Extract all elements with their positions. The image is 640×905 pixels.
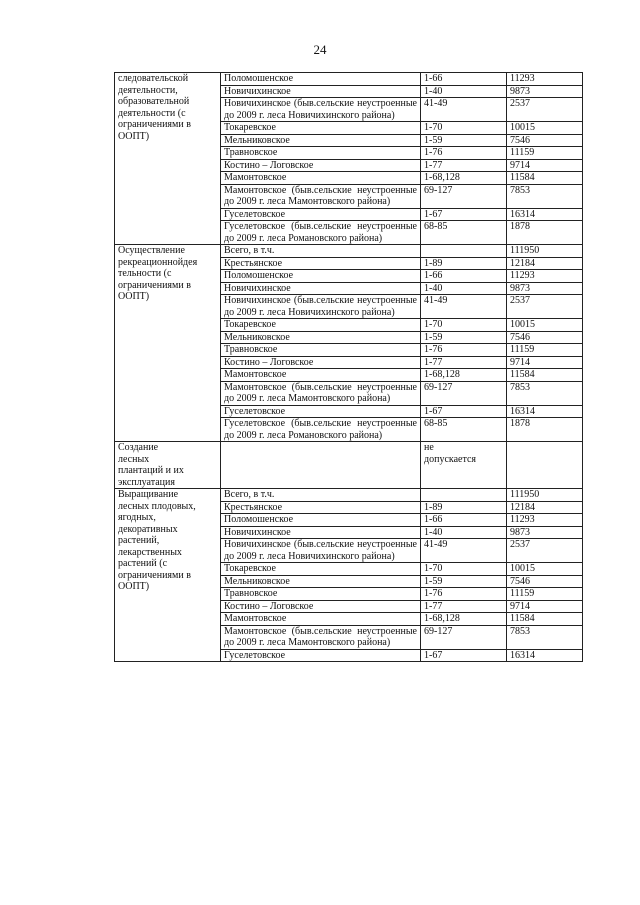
area-cell: 9714 — [507, 356, 583, 369]
area-cell: 1878 — [507, 221, 583, 245]
area-cell: 7546 — [507, 134, 583, 147]
area-cell: 111950 — [507, 489, 583, 502]
quarters-cell: 68-85 — [421, 418, 507, 442]
table-row — [115, 489, 583, 502]
forestry-cell: Мамонтовское — [221, 613, 421, 626]
quarters-cell: не допускается — [421, 442, 507, 489]
area-cell: 2537 — [507, 539, 583, 563]
forestry-cell: Поломошенское — [221, 270, 421, 283]
forestry-cell: Новичихинское (быв.сельские неустроенные до 2009 г. леса Новичихинского района) — [221, 98, 421, 122]
quarters-cell: 41-49 — [421, 539, 507, 563]
area-cell: 7546 — [507, 575, 583, 588]
forestry-cell: Мамонтовское (быв.сельские неустроенные до 2009 г. леса Мамонтовского района) — [221, 625, 421, 649]
quarters-cell: 1-66 — [421, 73, 507, 86]
area-cell: 7546 — [507, 331, 583, 344]
area-cell: 12184 — [507, 257, 583, 270]
activity-label: следовательской деятельности, образовательной деятельности (с ограничениями в ООПТ) — [118, 73, 191, 142]
area-cell: 11584 — [507, 172, 583, 185]
area-cell: 9873 — [507, 526, 583, 539]
forestry-cell: Гуселетовское (быв.сельские неустроенные до 2009 г. леса Романовского района) — [221, 418, 421, 442]
area-cell — [507, 442, 583, 489]
table-row — [115, 442, 583, 489]
area-cell: 111950 — [507, 245, 583, 258]
area-cell: 16314 — [507, 649, 583, 662]
forestry-cell — [221, 442, 421, 489]
area-cell: 9873 — [507, 85, 583, 98]
activity-label: Выращивание лесных плодовых, ягодных, декоративных растений, лекарственных растений (с ограничениями в ООПТ) — [118, 489, 196, 592]
quarters-cell: 1-68,128 — [421, 369, 507, 382]
area-cell: 2537 — [507, 98, 583, 122]
forestry-cell: Токаревское — [221, 563, 421, 576]
quarters-cell: 41-49 — [421, 295, 507, 319]
forestry-cell: Мамонтовское — [221, 172, 421, 185]
area-cell: 11293 — [507, 514, 583, 527]
quarters-cell: 69-127 — [421, 381, 507, 405]
forestry-cell: Новичихинское (быв.сельские неустроенные до 2009 г. леса Новичихинского района) — [221, 295, 421, 319]
area-cell: 16314 — [507, 208, 583, 221]
table-row — [115, 245, 583, 258]
forestry-cell: Костино – Логовское — [221, 159, 421, 172]
forestry-cell: Новичихинское — [221, 85, 421, 98]
forestry-cell: Новичихинское — [221, 526, 421, 539]
forestry-cell: Травновское — [221, 147, 421, 160]
quarters-cell: 1-66 — [421, 514, 507, 527]
quarters-cell: 1-67 — [421, 405, 507, 418]
quarters-cell: 68-85 — [421, 221, 507, 245]
area-cell: 7853 — [507, 381, 583, 405]
quarters-cell: 1-59 — [421, 575, 507, 588]
forestry-cell: Всего, в т.ч. — [221, 489, 421, 502]
area-cell: 10015 — [507, 122, 583, 135]
quarters-cell: 1-89 — [421, 501, 507, 514]
area-cell: 11293 — [507, 73, 583, 86]
forestry-cell: Токаревское — [221, 319, 421, 332]
forestry-cell: Гуселетовское — [221, 208, 421, 221]
area-cell: 9714 — [507, 600, 583, 613]
quarters-cell: 1-40 — [421, 85, 507, 98]
forestry-cell: Травновское — [221, 588, 421, 601]
forestry-cell: Гуселетовское — [221, 649, 421, 662]
forestry-cell: Крестьянское — [221, 501, 421, 514]
forestry-cell: Мельниковское — [221, 134, 421, 147]
quarters-cell: 1-68,128 — [421, 172, 507, 185]
area-cell: 9714 — [507, 159, 583, 172]
forestry-cell: Мельниковское — [221, 575, 421, 588]
quarters-cell: 1-70 — [421, 319, 507, 332]
quarters-cell: 1-89 — [421, 257, 507, 270]
area-cell: 11159 — [507, 588, 583, 601]
forestry-cell: Костино – Логовское — [221, 356, 421, 369]
quarters-cell: 1-59 — [421, 331, 507, 344]
quarters-cell: 1-68,128 — [421, 613, 507, 626]
table-row — [115, 73, 583, 86]
quarters-cell: 1-67 — [421, 649, 507, 662]
quarters-cell: 1-76 — [421, 588, 507, 601]
forestry-cell: Травновское — [221, 344, 421, 357]
quarters-cell: 69-127 — [421, 625, 507, 649]
forestry-table — [114, 72, 583, 662]
forestry-cell: Поломошенское — [221, 514, 421, 527]
forestry-cell: Поломошенское — [221, 73, 421, 86]
quarters-cell: 1-76 — [421, 147, 507, 160]
area-cell: 16314 — [507, 405, 583, 418]
forestry-cell: Всего, в т.ч. — [221, 245, 421, 258]
activity-cell — [115, 489, 221, 662]
forestry-cell: Мамонтовское (быв.сельские неустроенные до 2009 г. леса Мамонтовского района) — [221, 184, 421, 208]
area-cell: 10015 — [507, 563, 583, 576]
area-cell: 7853 — [507, 184, 583, 208]
area-cell: 11584 — [507, 369, 583, 382]
activity-label: Осуществление рекреационнойдея тельности (с ограничениями в ООПТ) — [118, 245, 198, 302]
forestry-cell: Крестьянское — [221, 257, 421, 270]
forestry-cell: Новичихинское (быв.сельские неустроенные до 2009 г. леса Новичихинского района) — [221, 539, 421, 563]
forestry-cell: Мамонтовское (быв.сельские неустроенные до 2009 г. леса Мамонтовского района) — [221, 381, 421, 405]
area-cell: 9873 — [507, 282, 583, 295]
area-cell: 11159 — [507, 147, 583, 160]
quarters-cell: 1-40 — [421, 282, 507, 295]
quarters-cell: 1-76 — [421, 344, 507, 357]
quarters-cell: 1-77 — [421, 600, 507, 613]
activity-cell — [115, 73, 221, 245]
area-cell: 1878 — [507, 418, 583, 442]
forestry-cell: Новичихинское — [221, 282, 421, 295]
quarters-cell: 1-70 — [421, 563, 507, 576]
forestry-cell: Мельниковское — [221, 331, 421, 344]
quarters-cell: 1-67 — [421, 208, 507, 221]
quarters-cell: 1-70 — [421, 122, 507, 135]
quarters-cell — [421, 489, 507, 502]
activity-cell — [115, 245, 221, 442]
forestry-cell: Токаревское — [221, 122, 421, 135]
quarters-cell: 1-66 — [421, 270, 507, 283]
area-cell: 10015 — [507, 319, 583, 332]
forestry-cell: Костино – Логовское — [221, 600, 421, 613]
quarters-cell: 1-59 — [421, 134, 507, 147]
area-cell: 11584 — [507, 613, 583, 626]
activity-cell — [115, 442, 221, 489]
area-cell: 2537 — [507, 295, 583, 319]
quarters-cell: 69-127 — [421, 184, 507, 208]
forestry-cell: Мамонтовское — [221, 369, 421, 382]
quarters-cell: 41-49 — [421, 98, 507, 122]
quarters-cell — [421, 245, 507, 258]
area-cell: 7853 — [507, 625, 583, 649]
page-number: 24 — [313, 42, 327, 57]
quarters-cell: 1-77 — [421, 356, 507, 369]
quarters-cell: 1-77 — [421, 159, 507, 172]
forestry-cell: Гуселетовское (быв.сельские неустроенные до 2009 г. леса Романовского района) — [221, 221, 421, 245]
area-cell: 11293 — [507, 270, 583, 283]
forestry-cell: Гуселетовское — [221, 405, 421, 418]
activity-label: Создание лесных плантаций и их эксплуатация — [118, 442, 184, 488]
quarters-cell: 1-40 — [421, 526, 507, 539]
area-cell: 12184 — [507, 501, 583, 514]
area-cell: 11159 — [507, 344, 583, 357]
